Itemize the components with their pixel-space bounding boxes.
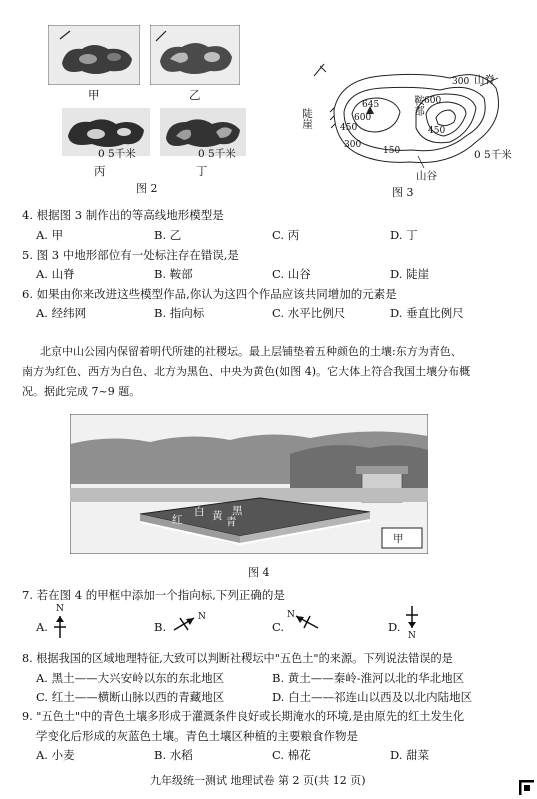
q7-option-c: C. [272, 620, 285, 634]
q8-stem: 8. 根据我国的区域地理特征,大致可以判断社稷坛中"五色土"的来源。下列说法错误的是 [22, 652, 453, 665]
north-arrow-d-icon [404, 604, 420, 630]
q5-option-a: A. 山脊 [36, 267, 75, 281]
q7-a-north: N [56, 604, 64, 614]
soil-label-hong: 红 [172, 514, 183, 526]
q6-option-d: D. 垂直比例尺 [390, 306, 464, 320]
q7-d-north: N [408, 631, 416, 641]
label-jia: 甲 [88, 88, 100, 102]
q6-option-b: B. 指向标 [154, 306, 205, 320]
q8-option-b: B. 黄土——秦岭-淮河以北的华北地区 [272, 671, 465, 685]
q9-option-b: B. 水稻 [154, 748, 193, 762]
q4-option-b: B. 乙 [154, 228, 182, 242]
north-arrow-b-icon [172, 614, 198, 634]
fig3-scale: 0 5千米 [474, 149, 512, 161]
q9-option-d: D. 甜菜 [390, 748, 430, 762]
q9-option-a: A. 小麦 [36, 748, 75, 762]
soil-label-huang: 黄 [212, 510, 223, 522]
q4-option-c: C. 丙 [272, 228, 300, 242]
q9-stem-line-2: 学变化后形成的灰蓝色土壤。青色土壤区种植的主要粮食作物是 [36, 729, 358, 743]
scale-bing: 0 5千米 [98, 148, 136, 160]
q8-option-c: C. 红土——横断山脉以西的青藏地区 [36, 690, 225, 704]
q5-option-d: D. 陡崖 [390, 267, 430, 281]
q6-option-c: C. 水平比例尺 [272, 306, 346, 320]
corner-mark-icon [519, 780, 535, 796]
q4-option-d: D. 丁 [390, 228, 418, 242]
q7-option-b: B. [154, 620, 167, 634]
intro-line-3: 况。据此完成 7~9 题。 [22, 385, 141, 398]
north-arrow-a-icon [52, 614, 68, 640]
contour-map [300, 50, 520, 185]
q5-option-b: B. 鞍部 [154, 267, 193, 281]
frame-jia-label: 甲 [393, 533, 404, 545]
page-footer: 九年级统一测试 地理试卷 第 2 页(共 12 页) [150, 774, 366, 787]
q7-option-d: D. [388, 620, 401, 634]
contour-450-b: 450 [428, 126, 446, 136]
intro-line-2: 南方为红色、西方为白色、北方为黑色、中央为黄色(如图 4)。它大体上符合我国土壤分布概 [22, 365, 471, 378]
q7-stem: 7. 若在图 4 的甲框中添加一个指向标,下列正确的是 [22, 588, 285, 602]
q8-option-d: D. 白土——祁连山以西及以北内陆地区 [272, 690, 473, 704]
altar-photo [70, 414, 428, 554]
soil-label-qing: 青 [226, 516, 237, 528]
q5-stem: 5. 图 3 中地形部位有一处标注存在错误,是 [22, 248, 239, 262]
q7-option-a: A. [36, 620, 48, 634]
q7-b-north: N [198, 612, 206, 622]
contour-150: 150 [383, 146, 401, 156]
contour-300-a: 300 [452, 77, 470, 87]
q9-option-c: C. 棉花 [272, 748, 311, 762]
q7-c-north: N [287, 610, 295, 620]
label-ding: 丁 [196, 164, 208, 178]
q9-stem-line-1: 9. "五色土"中的青色土壤多形成于灌溉条件良好或长期淹水的环境,是由原先的红土发生化 [22, 710, 465, 723]
q5-option-c: C. 山谷 [272, 267, 311, 281]
scale-ding: 0 5千米 [198, 148, 236, 160]
contour-300-b: 300 [344, 140, 362, 150]
intro-line-1: 北京中山公园内保留着明代所建的社稷坛。最上层铺垫着五种颜色的土壤:东方为青色、 [40, 345, 462, 358]
q4-stem: 4. 根据图 3 制作出的等高线地形模型是 [22, 208, 224, 222]
fig3-caption: 图 3 [392, 186, 414, 199]
soil-label-hei: 黑 [232, 505, 243, 517]
contour-450-a: 450 [340, 123, 358, 133]
elevation-645: 645 [362, 100, 380, 110]
soil-label-bai: 白 [194, 506, 205, 518]
north-arrow-c-icon [294, 612, 322, 632]
q6-stem: 6. 如果由你来改进这些模型作品,你认为这四个作品应该共同增加的元素是 [22, 287, 397, 301]
label-douya: 陡崖 [301, 108, 313, 129]
model-photo-yi [150, 25, 240, 85]
contour-600-a: 600 [354, 113, 372, 123]
q6-option-a: A. 经纬网 [36, 306, 87, 320]
model-photo-jia [48, 25, 140, 85]
label-anbu: 鞍部 [413, 95, 425, 116]
fig2-caption: 图 2 [136, 182, 158, 195]
label-shangu: 山谷 [416, 170, 437, 182]
label-yi: 乙 [189, 88, 201, 102]
q4-option-a: A. 甲 [36, 228, 64, 242]
fig4-caption: 图 4 [248, 566, 270, 579]
label-shanji: 山脊 [474, 74, 495, 86]
contour-600-b: 600 [424, 96, 442, 106]
q8-option-a: A. 黑土——大兴安岭以东的东北地区 [36, 671, 225, 685]
label-bing: 丙 [94, 164, 106, 178]
